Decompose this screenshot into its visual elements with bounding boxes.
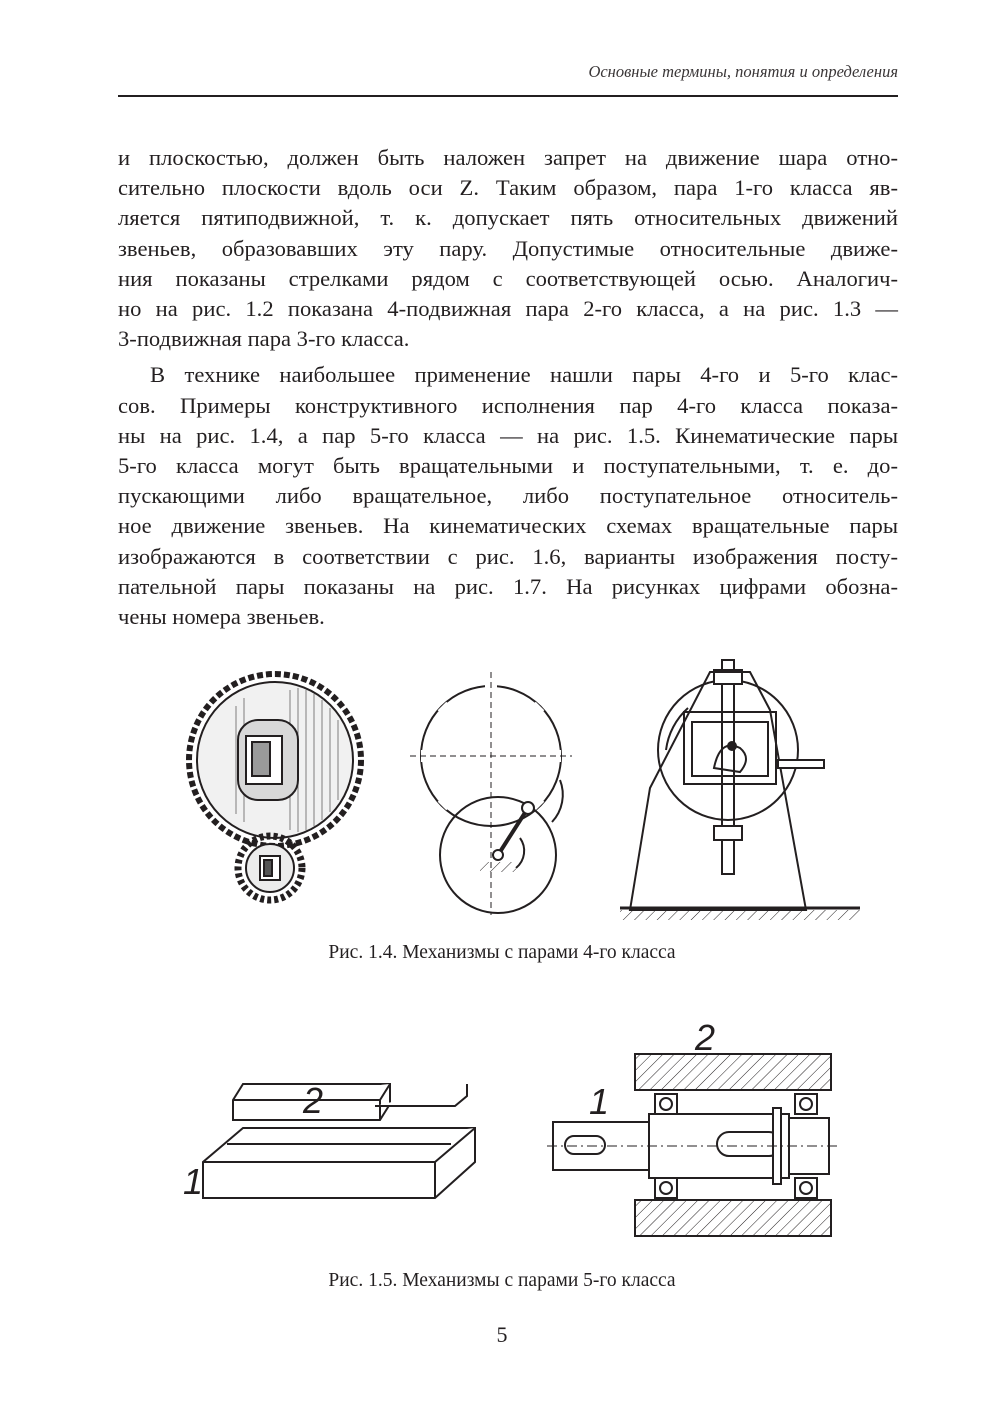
slider-label-2: 2 [303, 1080, 324, 1121]
text-line: и плоскостью, должен быть наложен запрет на движение шара отно- [118, 145, 898, 170]
page-number: 5 [496, 1322, 508, 1347]
figure-1-4-illustration [180, 650, 880, 920]
text-line: ны на рис. 1.4, а пар 5-го класса — на рис. 1.5. Кинематические пары [118, 422, 898, 448]
figure-1-5-caption: Рис. 1.5. Механизмы с парами 5-го класса [328, 1270, 676, 1291]
paragraph-1 [118, 143, 898, 354]
running-header: Основные термины, понятия и определения [588, 62, 898, 81]
text-line: сов. Примеры конструктивного исполнения пар 4-го класса показа- [118, 392, 898, 418]
header-rule [118, 95, 898, 97]
geneva-drive-drawing [410, 672, 572, 915]
text-line: но на рис. 1.2 показана 4-подвижная пара 2-го класса, а на рис. 1.3 — [118, 296, 898, 322]
text-line: ное движение звеньев. На кинематических схемах вращательные пары [118, 513, 898, 539]
gear-pair-drawing [189, 674, 361, 900]
text-line: В технике наибольшее применение нашли пары 4-го и 5-го клас- [150, 362, 898, 388]
slider-guide-drawing [203, 1084, 475, 1198]
text-line: пательной пары показаны на рис. 1.7. На рисунках цифрами обозна- [118, 573, 898, 599]
figure-1-5-illustration [175, 1010, 855, 1255]
cam-mechanism-drawing [620, 660, 860, 920]
text-line: ния показаны стрелками рядом с соответствующей осью. Аналогич- [118, 265, 898, 291]
text-line: звеньев, образовавших эту пару. Допустимые относительные движе- [118, 235, 898, 261]
guide-label-1: 1 [183, 1161, 204, 1202]
housing-label-2: 2 [695, 1017, 716, 1058]
paragraph-2 [118, 360, 898, 632]
text-line: 5-го класса могут быть вращательными и поступательными, т. е. до- [118, 453, 898, 479]
text-line: сительно плоскости вдоль оси Z. Таким образом, пара 1-го класса яв- [118, 175, 898, 201]
text-line: ляется пятиподвижной, т. к. допускает пять относительных движений [118, 205, 898, 231]
text-line: изображаются в соответствии с рис. 1.6, варианты изображения посту- [118, 543, 898, 569]
text-line: пускающими либо вращательное, либо поступательное относитель- [118, 483, 898, 509]
figure-1-4-caption: Рис. 1.4. Механизмы с парами 4-го класса [328, 942, 676, 963]
body-text [118, 143, 898, 632]
text-line: чены номера звеньев. [118, 604, 325, 630]
shaft-label-1: 1 [589, 1081, 610, 1122]
text-line: 3-подвижная пара 3-го класса. [118, 326, 410, 352]
